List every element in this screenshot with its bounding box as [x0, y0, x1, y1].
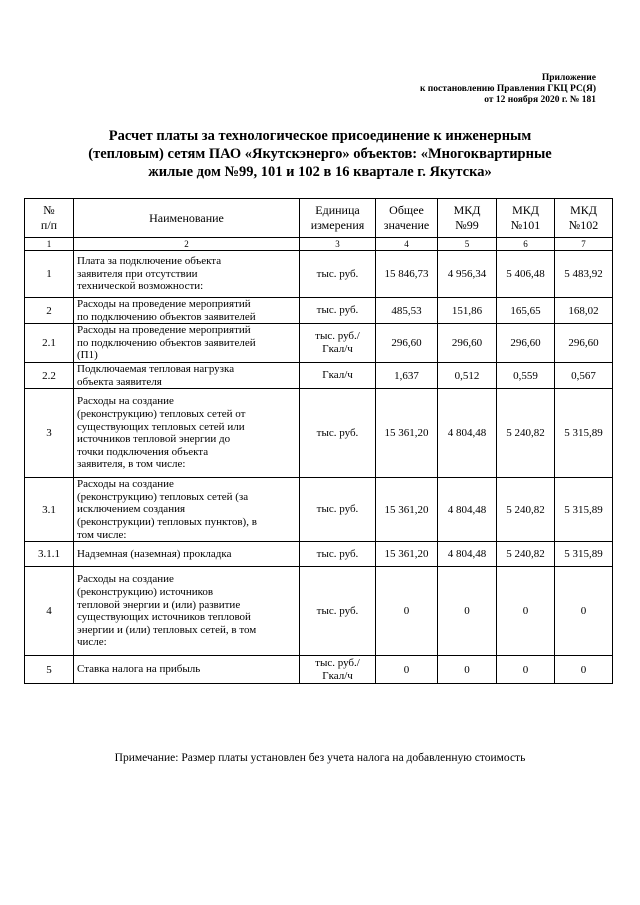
row-name-line: Плата за подключение объекта [77, 255, 222, 268]
column-header-line: МКД [570, 203, 597, 217]
row-name-line: том числе: [77, 528, 127, 541]
appendix-header [420, 73, 596, 106]
table-header-row [25, 199, 613, 238]
mkd102-value-cell: 5 315,89 [555, 389, 613, 478]
table-body [25, 251, 613, 684]
row-number-cell: 3 [25, 389, 74, 478]
row-name-line: по подключению объектов заявителей [77, 310, 256, 323]
column-header-line: п/п [40, 218, 58, 232]
row-number-cell: 2 [25, 298, 74, 324]
mkd102-value-cell: 5 315,89 [555, 478, 613, 542]
row-unit-line: Гкал/ч [322, 343, 353, 356]
appendix-line-3: от 12 ноября 2020 г. № 181 [484, 95, 596, 105]
table-row [25, 251, 613, 298]
row-unit-line: тыс. руб./ [315, 657, 360, 670]
mkd102-value-cell: 5 315,89 [555, 542, 613, 567]
mkd101-value-cell: 5 406,48 [497, 251, 555, 298]
mkd102-value-cell: 0,567 [555, 362, 613, 388]
row-name-line: Подключаемая тепловая нагрузка [77, 362, 235, 375]
table-row [25, 656, 613, 684]
mkd99-value-cell: 0,512 [438, 362, 497, 388]
column-number: 1 [25, 238, 74, 251]
mkd99-value-cell: 0 [438, 567, 497, 656]
row-name-cell [74, 542, 300, 567]
table-row [25, 567, 613, 656]
mkd101-value-cell: 0 [497, 567, 555, 656]
column-number: 2 [74, 238, 300, 251]
row-name-line: существующих тепловых сетей или [77, 420, 245, 433]
mkd102-value-cell: 168,02 [555, 298, 613, 324]
total-value-cell: 15 361,20 [376, 389, 438, 478]
row-name-line: (П1) [77, 349, 98, 362]
row-name-line: энергии и (или) тепловых сетей, в том [77, 623, 257, 636]
row-name-line: точки подключения объекта [77, 445, 209, 458]
row-name-line: (реконструкцию) источников [77, 585, 214, 598]
row-unit-cell [300, 656, 376, 684]
row-name-cell [74, 567, 300, 656]
column-number-row [25, 238, 613, 251]
column-header-line: значение [383, 218, 430, 232]
column-header-2 [74, 199, 300, 238]
mkd99-value-cell: 4 956,34 [438, 251, 497, 298]
column-header-3 [300, 199, 376, 238]
column-header-line: №102 [568, 218, 599, 232]
table-row [25, 478, 613, 542]
mkd99-value-cell: 4 804,48 [438, 478, 497, 542]
title-line-1: Расчет платы за технологическое присоединение к инженерным [108, 128, 532, 144]
row-unit-cell [300, 542, 376, 567]
total-value-cell: 15 846,73 [376, 251, 438, 298]
row-name-line: заявителя при отсутствии [77, 267, 198, 280]
row-name-line: Надземная (наземная) прокладка [77, 547, 232, 560]
total-value-cell: 15 361,20 [376, 478, 438, 542]
mkd102-value-cell: 0 [555, 567, 613, 656]
row-name-line: (реконструкцию) тепловых сетей от [77, 407, 246, 420]
column-header-line: МКД [453, 203, 481, 217]
row-name-line: (реконструкцию) тепловых сетей (за [77, 490, 249, 503]
row-unit-cell [300, 362, 376, 388]
column-number: 4 [376, 238, 438, 251]
row-name-line: Расходы на создание [77, 573, 174, 586]
row-name-line: по подключению объектов заявителей [77, 336, 256, 349]
mkd101-value-cell: 5 240,82 [497, 478, 555, 542]
mkd102-value-cell: 5 483,92 [555, 251, 613, 298]
column-header-5 [438, 199, 497, 238]
document-title [60, 127, 580, 181]
table-row [25, 389, 613, 478]
column-header-7 [555, 199, 613, 238]
mkd101-value-cell: 296,60 [497, 324, 555, 363]
row-name-cell [74, 298, 300, 324]
column-number: 7 [555, 238, 613, 251]
mkd99-value-cell: 0 [438, 656, 497, 684]
row-name-cell [74, 656, 300, 684]
mkd99-value-cell: 296,60 [438, 324, 497, 363]
column-header-line: Наименование [149, 210, 224, 225]
row-number-cell: 3.1 [25, 478, 74, 542]
column-header-line: №101 [510, 218, 541, 232]
row-name-line: Расходы на создание [77, 478, 174, 491]
mkd101-value-cell: 5 240,82 [497, 542, 555, 567]
appendix-line-1: Приложение [541, 73, 596, 83]
row-unit-line: тыс. руб. [316, 267, 359, 280]
column-header-line: МКД [512, 203, 539, 217]
mkd99-value-cell: 4 804,48 [438, 542, 497, 567]
row-unit-line: тыс. руб. [316, 304, 359, 317]
row-unit-line: тыс. руб. [316, 426, 359, 439]
title-line-2: (тепловым) сетям ПАО «Якутскэнерго» объектов: «Многоквартирные [88, 146, 552, 162]
row-name-line: объекта заявителя [77, 375, 162, 388]
table-row [25, 298, 613, 324]
row-name-line: исключением создания [77, 503, 186, 516]
column-header-line: №99 [455, 218, 479, 232]
column-header-1 [25, 199, 74, 238]
mkd101-value-cell: 0 [497, 656, 555, 684]
row-unit-cell [300, 251, 376, 298]
row-name-line: Расходы на проведение мероприятий [77, 324, 251, 337]
total-value-cell: 296,60 [376, 324, 438, 363]
column-number: 3 [300, 238, 376, 251]
row-name-line: источников тепловой энергии до [77, 433, 231, 446]
total-value-cell: 485,53 [376, 298, 438, 324]
row-name-line: Ставка налога на прибыль [77, 663, 201, 676]
row-name-cell [74, 362, 300, 388]
total-value-cell: 15 361,20 [376, 542, 438, 567]
column-header-line: Общее [389, 203, 424, 217]
mkd101-value-cell: 5 240,82 [497, 389, 555, 478]
row-name-line: Расходы на проведение мероприятий [77, 298, 251, 310]
row-name-line: числе: [77, 636, 107, 649]
row-unit-cell [300, 389, 376, 478]
table-row [25, 362, 613, 388]
row-unit-line: Гкал/ч [322, 669, 353, 682]
row-name-line: заявителя, в том числе: [77, 458, 186, 471]
row-unit-cell [300, 478, 376, 542]
row-unit-cell [300, 567, 376, 656]
total-value-cell: 1,637 [376, 362, 438, 388]
row-unit-line: тыс. руб. [316, 503, 359, 516]
row-unit-cell [300, 324, 376, 363]
appendix-line-2: к постановлению Правления ГКЦ РС(Я) [419, 84, 596, 94]
mkd102-value-cell: 296,60 [555, 324, 613, 363]
row-unit-line: тыс. руб./ [315, 330, 360, 343]
row-unit-line: тыс. руб. [316, 604, 359, 617]
column-header-line: измерения [310, 218, 365, 232]
row-name-cell [74, 389, 300, 478]
row-name-line: Расходы на создание [77, 395, 174, 408]
column-number: 5 [438, 238, 497, 251]
row-name-line: тепловой энергии и (или) развитие [77, 598, 241, 611]
mkd102-value-cell: 0 [555, 656, 613, 684]
mkd99-value-cell: 4 804,48 [438, 389, 497, 478]
column-header-6 [497, 199, 555, 238]
mkd99-value-cell: 151,86 [438, 298, 497, 324]
row-name-line: технической возможности: [77, 280, 204, 293]
row-number-cell: 2.2 [25, 362, 74, 388]
total-value-cell: 0 [376, 567, 438, 656]
row-number-cell: 5 [25, 656, 74, 684]
row-unit-cell [300, 298, 376, 324]
row-name-cell [74, 324, 300, 363]
row-unit-line: тыс. руб. [316, 547, 359, 560]
footnote: Примечание: Размер платы установлен без учета налога на добавленную стоимость [114, 752, 526, 764]
total-value-cell: 0 [376, 656, 438, 684]
row-number-cell: 2.1 [25, 324, 74, 363]
row-name-line: (реконструкции) тепловых пунктов), в [77, 515, 257, 528]
table-row [25, 542, 613, 567]
column-header-line: Единица [315, 203, 360, 217]
column-header-4 [376, 199, 438, 238]
row-number-cell: 3.1.1 [25, 542, 74, 567]
mkd101-value-cell: 0,559 [497, 362, 555, 388]
row-name-cell [74, 478, 300, 542]
mkd101-value-cell: 165,65 [497, 298, 555, 324]
table-row [25, 324, 613, 363]
row-number-cell: 1 [25, 251, 74, 298]
row-number-cell: 4 [25, 567, 74, 656]
column-number: 6 [497, 238, 555, 251]
fee-table [24, 198, 613, 684]
row-name-cell [74, 251, 300, 298]
row-unit-line: Гкал/ч [322, 369, 353, 382]
title-line-3: жилые дом №99, 101 и 102 в 16 квартале г. Якутска» [148, 164, 492, 180]
column-header-line: № [43, 203, 55, 217]
row-name-line: существующих источников тепловой [77, 611, 251, 624]
